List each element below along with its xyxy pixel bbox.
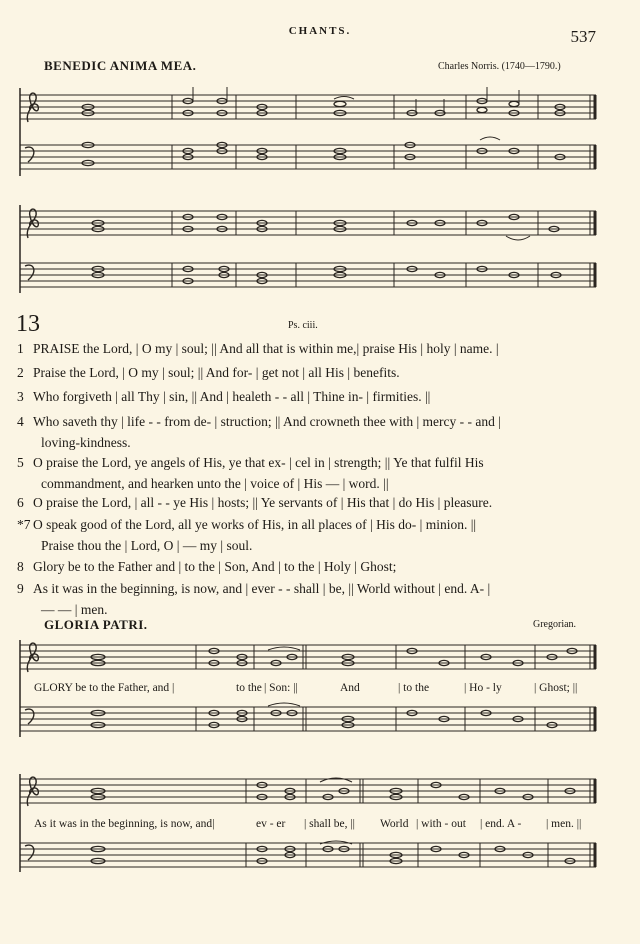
lyric-1-seg-7: | Ghost; || [534, 682, 578, 694]
lyric-1-seg-3: | Son: || [264, 682, 298, 694]
verse-number: *7 [17, 517, 31, 532]
lyric-2-seg-7: | men. || [546, 818, 582, 830]
gloria-composer: Gregorian. [533, 619, 577, 630]
lyric-1-seg-6: | Ho - ly [464, 682, 502, 694]
lyric-2-seg-1: As it was in the beginning, is now, and| [34, 818, 215, 830]
verse-text: O praise the Lord, ye angels of His, ye that ex- | cel in | strength; || Ye that fulfil His [33, 455, 484, 470]
verse-text: Praise the Lord, | O my | soul; || And for- | get not | all His | benefits. [33, 365, 400, 380]
psalm-number: 13 [16, 311, 40, 337]
lyric-2-seg-3: | shall be, || [304, 818, 355, 830]
verse-2 [17, 362, 602, 383]
verse-text: As it was in the beginning, is now, and | ever - - shall | be, || World without | end. A- | [33, 581, 491, 596]
verse-3 [17, 386, 602, 407]
verse-4 [17, 411, 602, 453]
verse-number: 5 [17, 455, 24, 470]
lyric-2-seg-5: | with - out [416, 818, 466, 830]
lyric-1-seg-4: And [340, 682, 360, 694]
verse-text: Who forgiveth | all Thy | sin, || And | healeth - - all | Thine in- | firmities. || [33, 389, 431, 404]
verse-continuation: loving-kindness. [41, 435, 131, 450]
verse-number: 1 [17, 341, 24, 356]
verse-text: O speak good of the Lord, all ye works of His, in all places of | His do- | minion. || [33, 517, 477, 532]
system-1-staves [20, 88, 596, 176]
verse-6 [17, 492, 602, 513]
verse-number: 3 [17, 389, 24, 404]
verse-text: Glory be to the Father and | to the | Son, And | to the | Holy | Ghost; [33, 559, 397, 574]
verse-continuation: — — | men. [41, 602, 108, 617]
lyric-2-seg-2: ev - er [256, 818, 286, 830]
lyric-1-seg-1: GLORY be to the Father, and | [34, 682, 175, 694]
lyric-2-seg-4: World [380, 818, 409, 830]
verse-5 [17, 452, 602, 494]
verse-9 [17, 578, 602, 620]
verse-7 [17, 514, 602, 556]
gloria-title: GLORIA PATRI. [44, 617, 148, 632]
verse-text: O praise the Lord, | all - - ye His | hosts; || Ye servants of | His that | do His | pleasure. [33, 495, 493, 510]
lyric-2-seg-6: | end. A - [480, 818, 522, 830]
verse-continuation: Praise thou the | Lord, O | — my | soul. [41, 538, 253, 553]
verse-number: 4 [17, 414, 24, 429]
verse-text: PRAISE the Lord, | O my | soul; || And all that is within me,| praise His | holy | name. | [33, 341, 499, 356]
verse-continuation: commandment, and hearken unto the | voice of | His — | word. || [41, 476, 389, 491]
page-number: 537 [570, 27, 596, 46]
benedic-title: BENEDIC ANIMA MEA. [44, 58, 197, 73]
verse-number: 8 [17, 559, 24, 574]
verse-number: 9 [17, 581, 24, 596]
psalm-reference: Ps. ciii. [288, 320, 318, 331]
running-head: CHANTS. [288, 25, 352, 37]
verse-number: 2 [17, 365, 24, 380]
lyric-1-seg-2: to the [236, 682, 262, 694]
lyric-1-seg-5: | to the [398, 682, 430, 694]
verse-text: Who saveth thy | life - - from de- | struction; || And crowneth thee with | mercy - - and | [33, 414, 501, 429]
verse-1 [17, 338, 602, 359]
verse-number: 6 [17, 495, 24, 510]
verse-8 [17, 556, 602, 577]
benedic-composer: Charles Norris. (1740—1790.) [438, 61, 561, 72]
